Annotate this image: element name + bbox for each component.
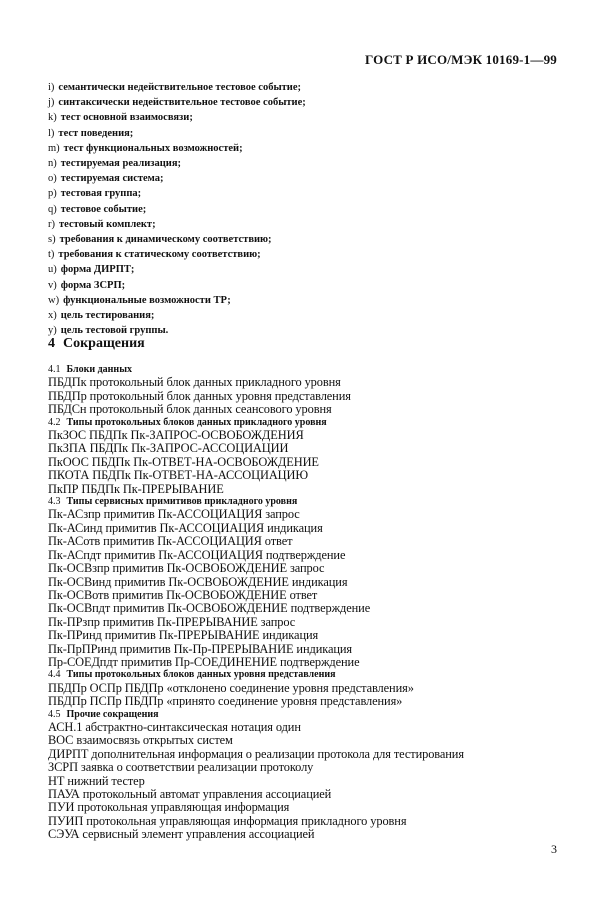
list-item-text: тестируемая система;: [60, 173, 164, 185]
abbreviation-line: Пк-ОСВзпр примитив Пк-ОСВОБОЖДЕНИЕ запрос: [48, 561, 325, 576]
list-item: [48, 232, 568, 247]
abbreviation-line: Пк-ОСВинд примитив Пк-ОСВОБОЖДЕНИЕ индикация: [48, 574, 348, 589]
abbreviation-line: Пк-ПРинд примитив Пк-ПРЕРЫВАНИЕ индикация: [48, 628, 319, 643]
abbreviations-block: [48, 364, 578, 842]
list-item: [48, 217, 568, 232]
list-item-marker: k): [48, 112, 57, 124]
abbreviation-line: ПАУА протокольный автомат управления ассоциацией: [48, 787, 332, 801]
page-number: 3: [551, 842, 557, 856]
abbreviation-line: ПБДСн протокольный блок данных сеансового уровня: [48, 402, 332, 417]
list-item-text: тест основной взаимосвязи;: [60, 112, 193, 124]
list-item: [48, 171, 568, 186]
list-item: [48, 126, 568, 141]
list-item-marker: q): [48, 203, 57, 215]
abbreviation-line: ПУИП протокольная управляющая информация прикладного уровня: [48, 813, 407, 828]
list-item-text: требования к статическому соответствию;: [58, 249, 261, 261]
list-item-text: тест функциональных возможностей;: [63, 142, 243, 154]
subsection-title: Прочие сокращения: [66, 708, 159, 720]
abbreviation-line: ДИРПТ дополнительная информация о реализации протокола для тестирования: [48, 746, 464, 761]
list-item-text: тестовый комплект;: [59, 218, 156, 230]
list-item-text: цель тестирования;: [60, 310, 155, 322]
abbreviation-line: ПкООС ПБДПк Пк-ОТВЕТ-НА-ОСВОБОЖДЕНИЕ: [48, 454, 319, 469]
abbreviation-line: ПУИ протокольная управляющая информация: [48, 800, 290, 815]
abbreviation-line: ВОС взаимосвязь открытых систем: [48, 733, 233, 748]
section-title-text: Сокращения: [63, 336, 145, 351]
subsection-heading: [48, 669, 578, 681]
abbreviation-line: Пк-ПрПРинд примитив Пк-Пр-ПРЕРЫВАНИЕ индикация: [48, 641, 353, 656]
abbreviation-line: ПБДПр ОСПр ПБДПр «отклонено соединение уровня представления»: [48, 680, 414, 695]
abbreviation-line: СЭУА сервисный элемент управления ассоциацией: [48, 827, 315, 842]
list-item-marker: i): [48, 82, 55, 93]
list-item: [48, 202, 568, 217]
subsection-title: Блоки данных: [66, 364, 133, 375]
abbreviation-line: ПКОТА ПБДПк Пк-ОТВЕТ-НА-АССОЦИАЦИЮ: [48, 468, 309, 483]
subsection-title: Типы протокольных блоков данных уровня представления: [66, 669, 336, 681]
list-item: [48, 308, 568, 323]
list-item-text: тестируемая реализация;: [60, 158, 182, 170]
subsection-title: Типы протокольных блоков данных прикладного уровня: [66, 416, 327, 428]
abbreviation-line: Пк-АСинд примитив Пк-АССОЦИАЦИЯ индикация: [48, 520, 323, 535]
abbreviation-line: Пк-ОСВотв примитив Пк-ОСВОБОЖДЕНИЕ ответ: [48, 587, 318, 602]
subsection-number: 4.2: [48, 416, 61, 428]
document-header: ГОСТ Р ИСО/МЭК 10169-1—99: [364, 52, 557, 67]
abbreviation-line: ПкПР ПБДПк Пк-ПРЕРЫВАНИЕ: [48, 481, 224, 496]
list-item-marker: j): [48, 97, 55, 109]
list-item-marker: w): [48, 294, 60, 306]
abbreviation-line: Пк-АСпдт примитив Пк-АССОЦИАЦИЯ подтверждение: [48, 547, 346, 562]
abbreviation-line: ПкЗПА ПБДПк Пк-ЗАПРОС-АССОЦИАЦИИ: [48, 441, 289, 456]
list-item-text: тестовое событие;: [60, 203, 147, 215]
list-item-marker: p): [48, 188, 57, 200]
list-item-marker: s): [48, 234, 56, 246]
list-item: [48, 110, 568, 125]
subsection-number: 4.1: [48, 364, 61, 375]
list-item-text: цель тестовой группы.: [60, 325, 169, 337]
abbreviation-line: Пк-АСотв примитив Пк-АССОЦИАЦИЯ ответ: [48, 534, 293, 549]
list-item-marker: x): [48, 310, 57, 322]
list-item: [48, 293, 568, 308]
term-list: [48, 80, 568, 338]
list-item-marker: n): [48, 158, 57, 170]
list-item-marker: u): [48, 264, 57, 276]
list-item: [48, 95, 568, 110]
subsection-number: 4.3: [48, 496, 61, 508]
list-item-text: тест поведения;: [58, 127, 134, 139]
list-item-marker: l): [48, 127, 55, 139]
subsection-title: Типы сервисных примитивов прикладного уровня: [66, 496, 298, 508]
list-item-text: синтаксически недействительное тестовое событие;: [58, 97, 306, 109]
list-item: [48, 80, 568, 95]
list-item-text: требования к динамическому соответствию;: [59, 234, 272, 246]
list-item-text: тестовая группа;: [60, 188, 142, 200]
abbreviation-line: ЗСРП заявка о соответствии реализации протоколу: [48, 760, 314, 775]
section-number: 4: [48, 336, 55, 351]
list-item-marker: m): [48, 142, 60, 154]
abbreviation-line: НТ нижний тестер: [48, 773, 145, 788]
abbreviation-line: ПБДПр протокольный блок данных уровня представления: [48, 388, 351, 403]
abbreviation-line: Пк-ОСВпдт примитив Пк-ОСВОБОЖДЕНИЕ подтверждение: [48, 601, 371, 616]
subsection-number: 4.5: [48, 708, 61, 720]
abbreviation-line: ПкЗОС ПБДПк Пк-ЗАПРОС-ОСВОБОЖДЕНИЯ: [48, 428, 304, 443]
list-item: [48, 141, 568, 156]
list-item-marker: y): [48, 325, 57, 337]
abbreviation-line: ПБДПр ПСПр ПБДПр «принято соединение уровня представления»: [48, 694, 403, 709]
abbreviation-line: Пр-СОЕДпдт примитив Пр-СОЕДИНЕНИЕ подтверждение: [48, 654, 360, 669]
list-item: [48, 278, 568, 293]
list-item-text: форма ДИРПТ;: [60, 264, 135, 276]
list-item-text: функциональные возможности ТР;: [63, 294, 231, 306]
list-item-text: форма ЗСРП;: [60, 279, 126, 291]
list-item: [48, 156, 568, 171]
list-item: [48, 247, 568, 262]
abbreviation-line: Пк-ПРзпр примитив Пк-ПРЕРЫВАНИЕ запрос: [48, 614, 296, 629]
subsection-number: 4.4: [48, 669, 61, 681]
list-item-marker: o): [48, 173, 57, 185]
abbreviation-line: АСН.1 абстрактно-синтаксическая нотация один: [48, 719, 301, 734]
list-item-marker: r): [48, 218, 55, 230]
list-item: [48, 186, 568, 201]
abbreviation-line: Пк-АСзпр примитив Пк-АССОЦИАЦИЯ запрос: [48, 507, 300, 522]
abbreviation-line: ПБДПк протокольный блок данных прикладного уровня: [48, 375, 341, 390]
list-item-text: семантически недействительное тестовое событие;: [58, 82, 302, 93]
section-heading: [48, 336, 145, 352]
list-item-marker: t): [48, 249, 55, 261]
list-item-marker: v): [48, 279, 57, 291]
list-item: [48, 262, 568, 277]
